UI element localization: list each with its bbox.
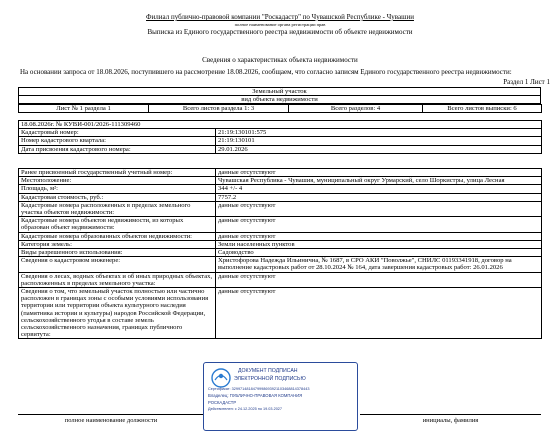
sheet-number: Лист № 1 раздела 1 bbox=[19, 105, 149, 113]
detail-label: Сведения о кадастровом инженере: bbox=[19, 257, 216, 272]
cadastral-meta-table bbox=[18, 120, 542, 154]
table-row bbox=[19, 240, 542, 248]
meta-label: Номер кадастрового квартала: bbox=[19, 137, 216, 145]
detail-label: Площадь, м²: bbox=[19, 185, 216, 193]
stamp-owner2: РОСКАДАСТР bbox=[208, 400, 237, 405]
details-table bbox=[18, 168, 542, 339]
detail-label: Кадастровые номера объектов недвижимости, из которых образован объект недвижимости: bbox=[19, 217, 216, 232]
detail-value: Чувашская Республика - Чувашия, муниципальный округ Урмарский, село Шоркистры, улица Лесная bbox=[216, 177, 542, 185]
stamp-line1: ДОКУМЕНТ ПОДПИСАН bbox=[238, 368, 298, 374]
detail-value: данные отсутствуют bbox=[216, 272, 542, 287]
table-row bbox=[19, 249, 542, 257]
org-name: Филиал публично-правовой компании "Роскадастр" по Чувашской Республике - Чувашии bbox=[146, 13, 414, 21]
table-row bbox=[19, 217, 542, 232]
basis-text: На основании запроса от 18.08.2026, поступившего на рассмотрение 18.08.2026, сообщаем, что согласно записям Единого государственного реестра недвижимости: bbox=[20, 68, 512, 76]
section-title: Сведения о характеристиках объекта недвижимости bbox=[202, 56, 358, 64]
e-signature-stamp bbox=[203, 362, 358, 431]
sheet-info-table bbox=[18, 104, 542, 113]
sections-total: Всего разделов: 4 bbox=[289, 105, 423, 113]
extract-title: Выписка из Единого государственного реестра недвижимости об объекте недвижимости bbox=[147, 28, 413, 36]
sheets-total: Всего листов выписки: 6 bbox=[423, 105, 542, 113]
stamp-line2: ЭЛЕКТРОННОЙ ПОДПИСЬЮ bbox=[234, 376, 306, 382]
detail-value: 344 +/- 4 bbox=[216, 185, 542, 193]
detail-label: Кадастровые номера расположенных в пределах земельного участка объектов недвижимости: bbox=[19, 201, 216, 216]
table-row bbox=[19, 288, 542, 339]
assignment-date: 29.01.2026 bbox=[216, 145, 542, 153]
object-type-table bbox=[18, 87, 541, 104]
table-row bbox=[19, 193, 542, 201]
detail-label: Местоположение: bbox=[19, 177, 216, 185]
position-line bbox=[18, 414, 204, 415]
stamp-owner: Владелец: ПУБЛИЧНО-ПРАВОВАЯ КОМПАНИЯ bbox=[208, 393, 303, 398]
position-caption: полное наименование должности bbox=[64, 417, 158, 424]
table-row bbox=[19, 232, 542, 240]
detail-label: Виды разрешенного использования: bbox=[19, 249, 216, 257]
detail-label: Ранее присвоенный государственный учетный номер: bbox=[19, 169, 216, 177]
stamp-validity: Действителен: с 24.12.2025 по 19.03.2027 bbox=[208, 407, 283, 411]
detail-label: Сведения о лесах, водных объектах и об иных природных объектах, расположенных в пределах земельного участка: bbox=[19, 272, 216, 287]
object-type: Земельный участок bbox=[19, 88, 541, 96]
detail-label: Сведения о том, что земельный участок полностью или частично расположен в границах зоны с особыми условиями использования территории или территории объекта культурного наследия (памятника истории и культуры) народов Российской Федерации, сельскохозяйственного угодья в составе земель сельскохозяйственного назначения, границах публичного сервитута: bbox=[19, 288, 216, 339]
cadastral-number: 21:19:130101:575 bbox=[216, 129, 542, 137]
detail-label: Кадастровая стоимость, руб.: bbox=[19, 193, 216, 201]
table-row bbox=[19, 272, 542, 287]
detail-value: Христофорова Надежда Ильинична, № 1687, в СРО АКИ "Поволжье", СНИЛС 01193341918, договор на выполнение кадастровых работ от 28.10.2024 № 164, дата завершения кадастровых работ: 26.01.2026 bbox=[216, 257, 542, 272]
table-row bbox=[19, 185, 542, 193]
detail-value: данные отсутствуют bbox=[216, 288, 542, 339]
extract-date-number: 18.08.2026г. № КУВИ-001/2026-111309460 bbox=[19, 121, 542, 129]
detail-value: данные отсутствуют bbox=[216, 201, 542, 216]
stamp-certificate: Сертификат: 3299714818479998693921103468814378443 bbox=[208, 387, 310, 391]
table-row bbox=[19, 177, 542, 185]
meta-label: Кадастровый номер: bbox=[19, 129, 216, 137]
detail-label: Категория земель: bbox=[19, 240, 216, 248]
detail-value: 7757.2 bbox=[216, 193, 542, 201]
detail-value: Земли населенных пунктов bbox=[216, 240, 542, 248]
org-caption: полное наименование органа регистрации прав bbox=[234, 22, 326, 27]
name-line bbox=[360, 414, 541, 415]
detail-value: данные отсутствуют bbox=[216, 169, 542, 177]
table-row bbox=[19, 257, 542, 272]
detail-value: данные отсутствуют bbox=[216, 232, 542, 240]
meta-label: Дата присвоения кадастрового номера: bbox=[19, 145, 216, 153]
name-caption: инициалы, фамилия bbox=[422, 417, 479, 424]
section-number: Раздел 1 Лист 1 bbox=[503, 78, 550, 86]
sheets-in-section: Всего листов раздела 1: 3 bbox=[149, 105, 289, 113]
cadastral-quarter: 21:19:130101 bbox=[216, 137, 542, 145]
detail-label: Кадастровые номера образованных объектов недвижимости: bbox=[19, 232, 216, 240]
table-row bbox=[19, 201, 542, 216]
table-row bbox=[19, 169, 542, 177]
object-type-caption: вид объекта недвижимости bbox=[19, 96, 541, 104]
detail-value: данные отсутствуют bbox=[216, 217, 542, 232]
detail-value: Садоводство bbox=[216, 249, 542, 257]
